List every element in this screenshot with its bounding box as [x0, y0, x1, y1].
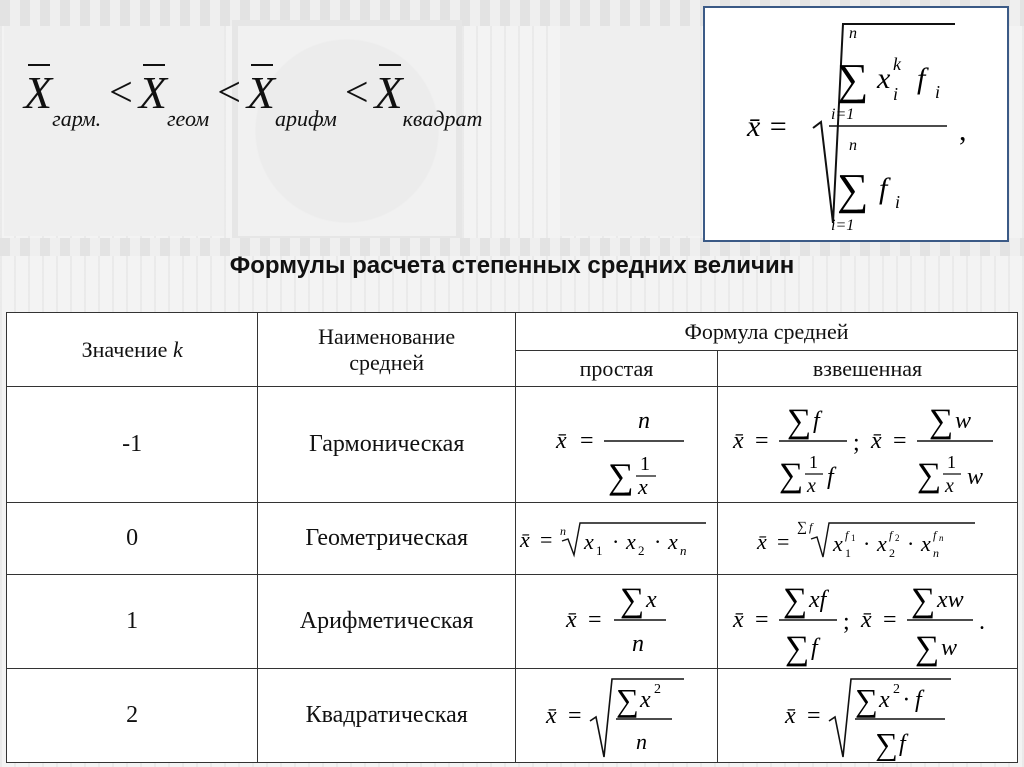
- comma: ,: [959, 114, 967, 147]
- svg-text:∑: ∑: [915, 629, 940, 667]
- svg-text:·: ·: [654, 528, 662, 554]
- svg-text:x̄: x̄: [733, 427, 745, 454]
- svg-text:∑: ∑: [785, 629, 810, 667]
- svg-text:∑: ∑: [929, 402, 954, 440]
- svg-text:·: ·: [612, 528, 620, 554]
- sub-quadratic: квадрат: [402, 106, 483, 131]
- header-k: Значение k: [7, 313, 258, 387]
- svg-text:w: w: [967, 463, 984, 490]
- quadratic-weighted: [719, 671, 1015, 761]
- svg-text:x̄: x̄: [861, 606, 873, 633]
- svg-text:∑: ∑: [616, 681, 640, 718]
- svg-text:x̄: x̄: [733, 606, 745, 633]
- svg-text:n: n: [680, 542, 687, 558]
- num-sub: i: [893, 84, 899, 104]
- svg-text:xf: xf: [809, 586, 827, 613]
- quadratic-simple: [516, 671, 716, 761]
- table-row: [7, 669, 1018, 763]
- svg-text:·: ·: [907, 530, 915, 556]
- svg-text:w: w: [941, 634, 958, 661]
- x-symbol: X: [24, 67, 53, 118]
- svg-text:f: f: [811, 634, 819, 661]
- svg-text:1: 1: [809, 451, 819, 472]
- geometric-weighted: [719, 509, 1015, 569]
- svg-text:f: f: [827, 463, 835, 490]
- num-exp: k: [893, 54, 901, 74]
- cell-k: 2: [7, 669, 258, 763]
- header-weighted: взвешенная: [717, 351, 1017, 387]
- background-right-panel: [560, 26, 700, 236]
- svg-text:=: =: [883, 606, 898, 633]
- svg-text:=: =: [580, 427, 595, 454]
- sub-arithmetic: арифм: [275, 106, 337, 131]
- svg-text:x: x: [626, 528, 637, 554]
- num-f-sub: i: [935, 82, 941, 102]
- cell-weighted-formula: [717, 387, 1017, 503]
- harmonic-simple: [516, 390, 716, 500]
- geometric-simple: [516, 509, 716, 569]
- page-title: Формулы расчета степенных средних величин: [229, 252, 795, 279]
- svg-text:x̄: x̄: [871, 427, 883, 454]
- cell-name: Арифметическая: [258, 575, 516, 669]
- svg-text:;: ;: [853, 429, 861, 456]
- svg-text:xw: xw: [937, 586, 965, 613]
- svg-text:∑: ∑: [911, 581, 936, 619]
- svg-text:=: =: [777, 528, 790, 554]
- svg-text:x̄: x̄: [546, 702, 558, 729]
- svg-text:f: f: [845, 527, 849, 542]
- svg-text:.: .: [979, 608, 986, 635]
- cell-k: -1: [7, 387, 258, 503]
- svg-text:·: ·: [863, 530, 871, 556]
- svg-text:=: =: [568, 702, 583, 729]
- num-lower: i=1: [831, 106, 855, 123]
- svg-text:=: =: [893, 427, 908, 454]
- cell-k: 0: [7, 503, 258, 575]
- num-x: x: [877, 62, 891, 95]
- svg-text:n: n: [939, 532, 944, 543]
- less-than: <: [344, 70, 369, 116]
- svg-text:x: x: [833, 530, 844, 556]
- cell-name: Квадратическая: [258, 669, 516, 763]
- svg-text:∑: ∑: [783, 581, 808, 619]
- svg-text:;: ;: [843, 608, 851, 635]
- svg-text:f: f: [809, 519, 813, 534]
- x-symbol: X: [138, 67, 167, 118]
- svg-text:x̄: x̄: [520, 526, 531, 552]
- den-f-sub: i: [895, 192, 901, 212]
- svg-text:x̄: x̄: [785, 702, 797, 729]
- svg-text:x: x: [584, 528, 595, 554]
- svg-text:x: x: [945, 474, 955, 497]
- den-f: f: [879, 172, 888, 205]
- svg-text:2: 2: [893, 681, 901, 697]
- svg-text:f: f: [933, 527, 937, 542]
- svg-text:x: x: [668, 528, 679, 554]
- svg-text:x̄: x̄: [757, 528, 768, 554]
- header-simple: простая: [516, 351, 718, 387]
- den-sum: ∑: [837, 165, 869, 214]
- sub-geometric: геом: [166, 106, 210, 131]
- svg-text:x: x: [921, 530, 932, 556]
- svg-text:2: 2: [889, 545, 896, 560]
- x-symbol: X: [246, 67, 275, 118]
- general-formula: [705, 8, 1007, 240]
- svg-text:f: f: [899, 730, 907, 757]
- svg-text:=: =: [540, 526, 553, 552]
- table-row: [7, 387, 1018, 503]
- cell-simple-formula: [516, 575, 718, 669]
- sub-harmonic: гарм.: [52, 106, 102, 131]
- svg-text:∑: ∑: [779, 456, 804, 494]
- cell-simple-formula: [516, 503, 718, 575]
- power-means-table: [6, 312, 1018, 763]
- svg-text:n: n: [933, 545, 940, 560]
- svg-text:1: 1: [596, 542, 603, 558]
- svg-text:x: x: [638, 473, 649, 499]
- svg-text:x: x: [807, 474, 817, 497]
- svg-text:∑: ∑: [620, 581, 645, 619]
- svg-text:n: n: [560, 523, 567, 538]
- num-f: f: [917, 62, 926, 95]
- svg-text:x̄: x̄: [556, 427, 568, 454]
- svg-text:2: 2: [895, 532, 900, 543]
- means-inequality: [24, 67, 486, 150]
- svg-text:x: x: [640, 686, 652, 713]
- general-formula-box: [703, 6, 1009, 242]
- svg-text:∑: ∑: [917, 456, 942, 494]
- cell-name: Геометрическая: [258, 503, 516, 575]
- svg-text:1: 1: [640, 452, 651, 475]
- cell-weighted-formula: [717, 575, 1017, 669]
- cell-simple-formula: [516, 669, 718, 763]
- svg-text:∑: ∑: [875, 725, 899, 761]
- svg-text:2: 2: [654, 681, 662, 697]
- svg-text:=: =: [755, 427, 770, 454]
- cell-simple-formula: [516, 387, 718, 503]
- svg-text:n: n: [636, 728, 648, 754]
- arithmetic-simple: [516, 577, 716, 667]
- svg-text:x: x: [877, 530, 888, 556]
- cell-weighted-formula: [717, 503, 1017, 575]
- svg-text:1: 1: [947, 451, 957, 472]
- svg-text:1: 1: [845, 545, 852, 560]
- den-lower: i=1: [831, 217, 855, 234]
- svg-text:x̄: x̄: [566, 606, 578, 633]
- header-name: Наименование средней: [258, 313, 516, 387]
- svg-text:2: 2: [638, 542, 645, 558]
- den-upper: n: [849, 137, 857, 154]
- lhs: x̄ =: [747, 110, 789, 143]
- less-than: <: [217, 70, 241, 116]
- svg-text:x: x: [879, 686, 891, 713]
- harmonic-weighted: [719, 390, 1015, 500]
- svg-text:=: =: [807, 702, 822, 729]
- svg-text:n: n: [638, 407, 651, 434]
- table-row: [7, 503, 1018, 575]
- svg-text:∑: ∑: [855, 681, 879, 718]
- svg-text:∑: ∑: [787, 402, 812, 440]
- svg-text:1: 1: [851, 532, 856, 543]
- header-formula: Формула средней: [516, 313, 1018, 351]
- svg-text:f: f: [889, 527, 893, 542]
- num-sum: ∑: [837, 55, 869, 104]
- svg-text:· f: · f: [903, 686, 923, 713]
- svg-text:w: w: [955, 407, 972, 434]
- x-symbol: X: [374, 67, 403, 118]
- cell-k: 1: [7, 575, 258, 669]
- svg-text:∑: ∑: [608, 455, 635, 496]
- arithmetic-weighted: [719, 577, 1015, 667]
- num-upper: n: [849, 25, 857, 42]
- less-than: <: [109, 70, 133, 116]
- svg-text:=: =: [755, 606, 770, 633]
- svg-text:f: f: [813, 407, 821, 434]
- svg-text:x: x: [646, 586, 658, 613]
- cell-name: Гармоническая: [258, 387, 516, 503]
- svg-text:=: =: [588, 606, 603, 633]
- table-row: [7, 575, 1018, 669]
- svg-text:∑: ∑: [797, 519, 808, 535]
- cell-weighted-formula: [717, 669, 1017, 763]
- svg-text:n: n: [632, 630, 645, 657]
